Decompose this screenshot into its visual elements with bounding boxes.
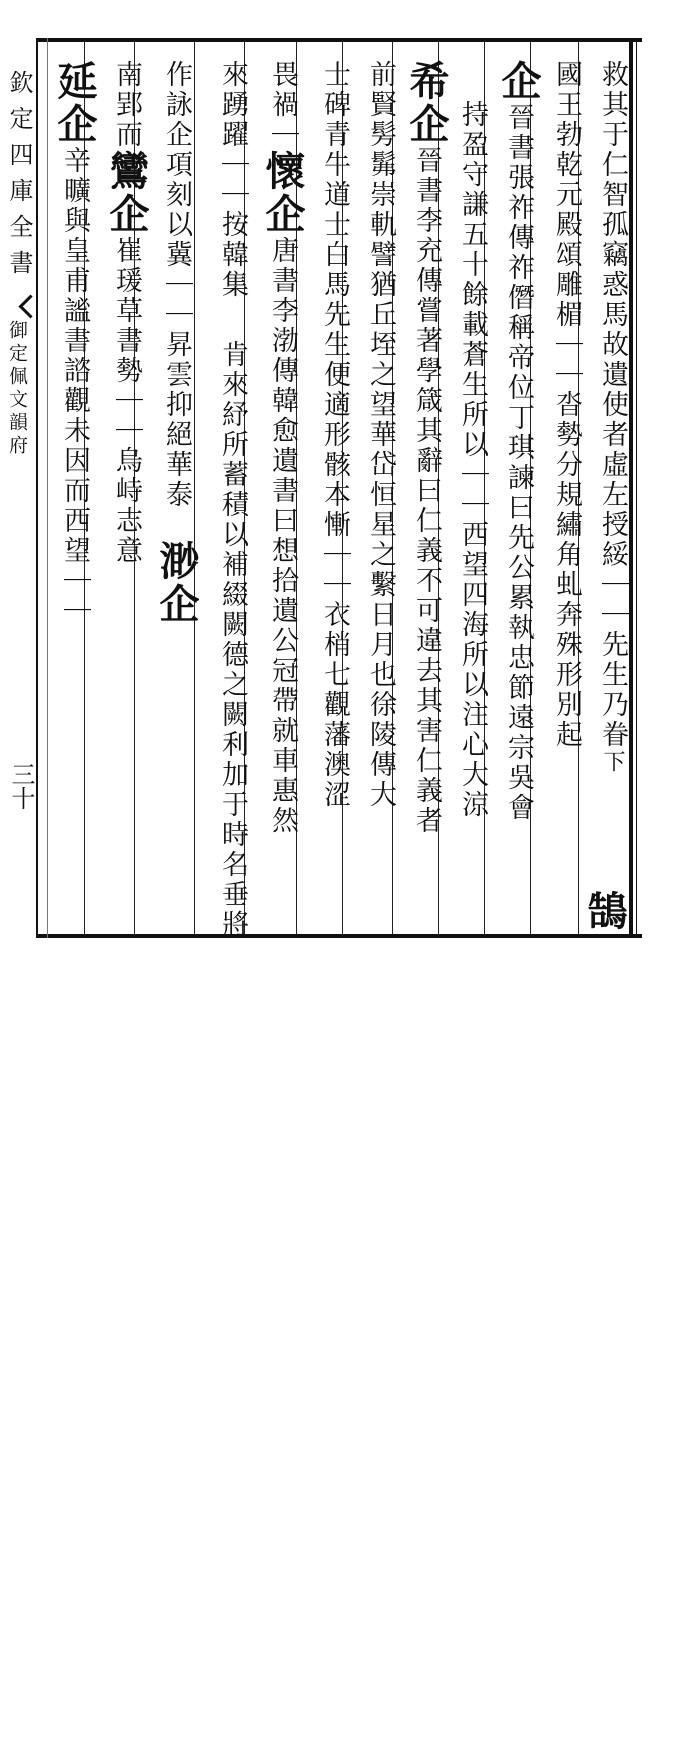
fishtail-mark bbox=[18, 294, 42, 318]
column-small-note: 下 bbox=[600, 750, 625, 775]
headword: 懷企 bbox=[259, 150, 306, 236]
column-text: ｜｜昇雲抑絕華泰 bbox=[161, 270, 192, 510]
headword: 企 bbox=[495, 60, 542, 103]
frame-right-border bbox=[629, 38, 633, 938]
book-title: 欽定四庫全書 bbox=[5, 70, 33, 286]
text-column-6 bbox=[364, 60, 396, 930]
text-column-4 bbox=[456, 100, 488, 970]
book-subtitle: 御定佩文韻府 bbox=[6, 320, 28, 458]
column-text: 按韓集 bbox=[217, 210, 248, 300]
column-text: 前賢髣髴崇軌譬猶丘垤之望華岱恒星之繫日月也徐陵傳大 bbox=[365, 60, 396, 810]
margin-rule-inner bbox=[47, 38, 48, 938]
column-rule bbox=[194, 42, 195, 934]
column-text: 崔瑗草書勢｜｜烏峙志意 bbox=[111, 236, 142, 566]
text-column-7 bbox=[318, 60, 350, 930]
headword: 渺企 bbox=[153, 540, 200, 626]
column-pre: 來踴躍｜｜ bbox=[217, 60, 248, 210]
text-column-12 bbox=[51, 60, 98, 930]
column-text: 國王勃乾元殿頌雕楣｜｜沓勢分規繡角虬奔殊形別起 bbox=[551, 60, 582, 750]
text-column-10b bbox=[153, 540, 200, 1410]
column-text: 肯來紓所蓄積以補綴闕德之闕利加于時名垂將 bbox=[217, 340, 248, 940]
column-text: 唐書李渤傳韓愈遺書曰想拾遺公冠帶就車惠然 bbox=[267, 236, 298, 836]
frame-right-inner-border bbox=[636, 38, 637, 938]
column-text: 晉書張祚傳祚僭稱帝位丁琪諫曰先公累執忠節遠宗吳會 bbox=[503, 103, 534, 823]
text-column-1 bbox=[596, 60, 628, 930]
text-column-5 bbox=[403, 60, 450, 930]
column-pre: 作詠企項刻以冀 bbox=[161, 60, 192, 270]
column-text: 士碑青牛道士白馬先生便適形骸本慚｜｜衣梢七觀藩澳涩 bbox=[319, 60, 350, 810]
text-column-11 bbox=[103, 60, 150, 930]
headword: 希企 bbox=[403, 60, 450, 146]
corner-headword bbox=[581, 890, 628, 1760]
text-column-9-pre bbox=[216, 60, 248, 930]
column-text: 辛曠與皇甫謐書諮觀未因而西望｜｜ bbox=[59, 146, 90, 626]
frame-top-border bbox=[36, 38, 642, 42]
headword: 延企 bbox=[51, 60, 98, 146]
headword: 鸞企 bbox=[103, 150, 150, 236]
text-column-3 bbox=[495, 60, 542, 930]
text-column-2 bbox=[550, 60, 582, 930]
headword: 鵠 bbox=[581, 890, 628, 933]
text-column-8 bbox=[259, 60, 306, 930]
frame-bottom-border bbox=[36, 934, 642, 938]
column-text: 晉書李充傳嘗著學箴其辭曰仁義不可違去其害仁義者 bbox=[411, 146, 442, 836]
page-number: 三十 bbox=[7, 762, 35, 810]
column-text: 持盈守謙五十餘載蒼生所以｜｜西望四海所以注心大涼 bbox=[457, 100, 488, 820]
column-pre: 南郢而 bbox=[111, 60, 142, 150]
column-pre: 畏禍｜ bbox=[267, 60, 298, 150]
column-text: 救其于仁智孤竊惑馬故遺使者虛左授綏｜｜先生乃眷 bbox=[597, 60, 628, 750]
